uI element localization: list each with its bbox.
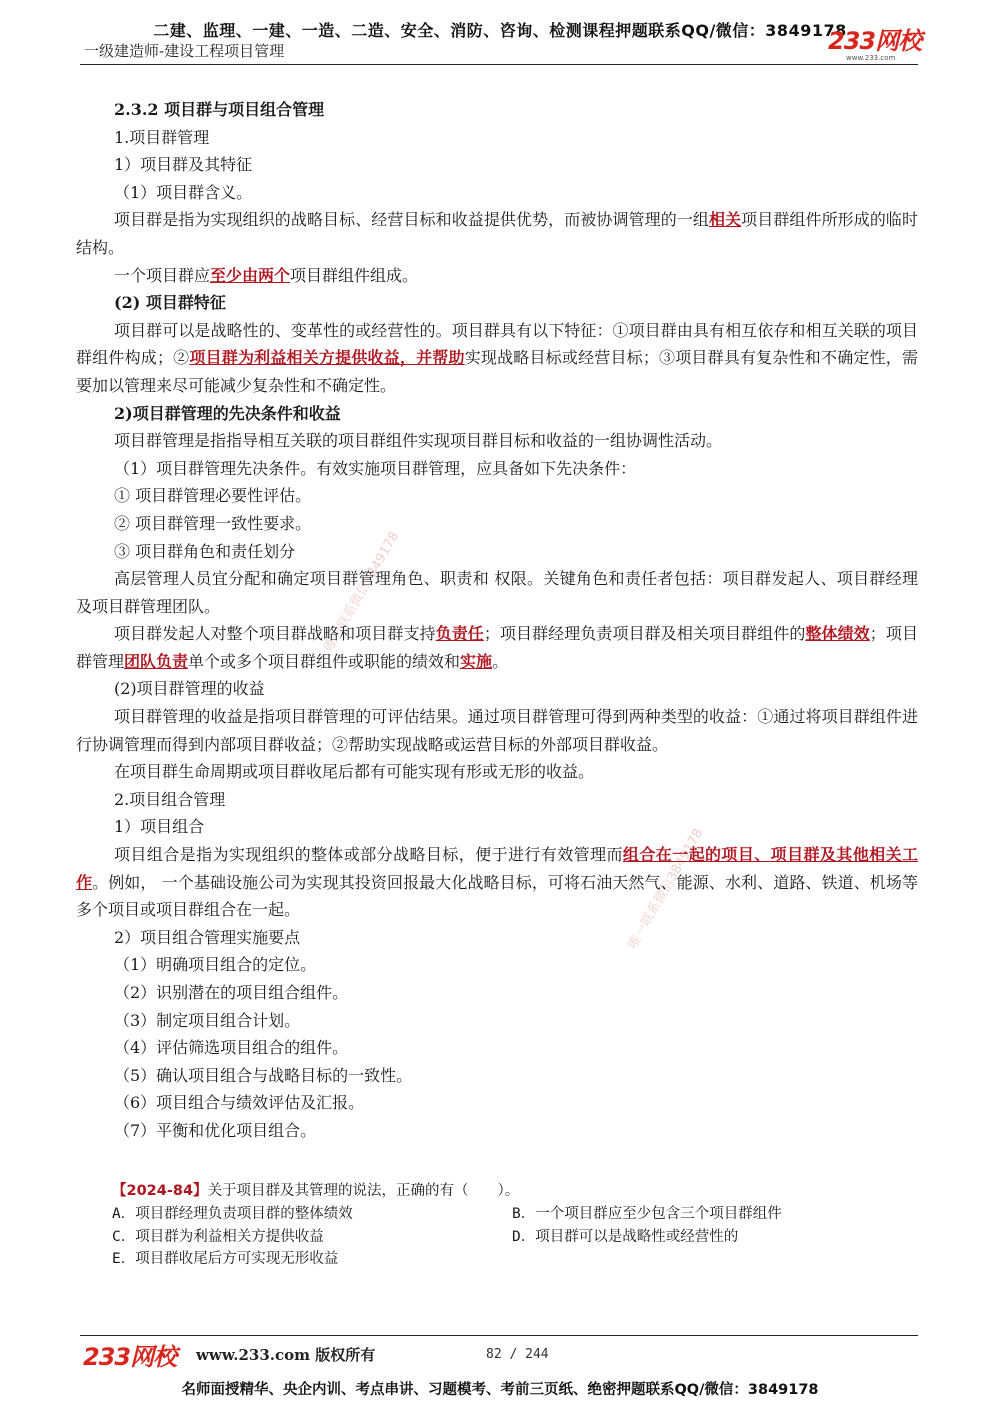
text: ；项目群管理 <box>76 624 918 671</box>
heading: 1.项目群管理 <box>114 127 210 147</box>
highlight-text: 至少由两个 <box>210 265 291 285</box>
text: 一个项目群应 <box>114 265 211 285</box>
subheading: （1）项目群含义。 <box>114 182 253 202</box>
logo-text: 233网校 <box>828 27 922 55</box>
doc-title: 一级建造师-建设工程项目管理 <box>84 42 285 60</box>
options-row <box>112 1203 912 1226</box>
options-row <box>112 1248 912 1271</box>
list-item: ③ 项目群角色和责任划分 <box>114 541 296 561</box>
highlight-text: 实施 <box>460 651 493 671</box>
subheading: 1）项目群及其特征 <box>114 155 253 175</box>
paragraph <box>76 262 918 290</box>
text: 项目群组件所形成的临时结构。 <box>76 210 918 257</box>
list-item: ② 项目群管理一致性要求。 <box>114 513 312 533</box>
heading: 2.项目组合管理 <box>114 789 226 809</box>
highlight-text: 整体绩效 <box>805 624 870 644</box>
footer-logo[interactable]: 233网校 <box>83 1343 177 1371</box>
footer-divider <box>80 1335 918 1336</box>
brand-logo[interactable] <box>828 28 928 62</box>
section-title: 2.3.2 项目群与项目组合管理 <box>114 100 325 119</box>
subheading: 1）项目组合 <box>114 817 205 837</box>
text: 项目群可以是战略性的、变革性的或经营性的。项目群具有以下特征：①项目群由具有相互依存和相互关联的项目群组件构成；② <box>76 320 918 368</box>
footer-promo: 名师面授精华、央企内训、考点串讲、习题模考、考前三页纸、绝密押题联系QQ/微信：3849178 <box>181 1382 819 1398</box>
text: 项目群组件组成。 <box>290 265 419 285</box>
list-item: （6）项目组合与绩效评估及汇报。 <box>114 1093 365 1113</box>
option-d: D．项目群可以是战略性或经营性的 <box>512 1228 739 1245</box>
logo-url: www.233.com <box>846 54 896 62</box>
subheading: （1）项目群管理先决条件。有效实施项目群管理，应具备如下先决条件： <box>114 458 637 478</box>
text: ；项目群经理负责项目群及相关项目群组件的 <box>483 624 806 644</box>
paragraph <box>76 317 918 400</box>
question-tag: 【2024-84】 <box>112 1183 208 1199</box>
highlight-text: 组合在一起的项目、项目群及其他相关工作 <box>76 845 918 892</box>
paragraph: 高层管理人员宜分配和确定项目群管理角色、职责和 权限。关键角色和责任者包括：项目群发起人、项目群经理及项目群管理团队。 <box>76 569 918 616</box>
document-body <box>76 96 918 1145</box>
option-b: B．一个项目群应至少包含三个项目群组件 <box>512 1206 782 1222</box>
paragraph: 项目群管理是指指导相互关联的项目群组件实现项目群目标和收益的一组协调性活动。 <box>114 431 723 451</box>
subheading: (2) 项目群特征 <box>114 293 226 313</box>
exam-question <box>112 1179 912 1271</box>
subheading: (2)项目群管理的收益 <box>114 679 265 699</box>
paragraph: 在项目群生命周期或项目群收尾后都有可能实现有形或无形的收益。 <box>114 762 595 782</box>
option-c: C．项目群为利益相关方提供收益 <box>112 1228 324 1245</box>
text: 实现战略目标或经营目标；③项目群具有复杂性和不确定性，需要加以管理来尽可能减少复杂性和不确定性。 <box>76 348 918 395</box>
text: 。例如， 一个基础设施公司为实现其投资回报最大化战略目标，可将石油天然气、能源、水利、道路、铁道、机场等多个项目或项目群组合在一起。 <box>76 872 918 920</box>
list-item: （1）明确项目组合的定位。 <box>114 955 317 975</box>
question-text: 关于项目群及其管理的说法，正确的有（ ）。 <box>207 1183 520 1199</box>
watermark: 唯一联系微信3849178 <box>625 826 707 952</box>
paragraph <box>76 841 918 924</box>
text: 项目群发起人对整个项目群战略和项目群支持 <box>114 624 436 644</box>
list-item: ① 项目群管理必要性评估。 <box>114 486 312 506</box>
footer-copyright: www.233.com 版权所有 <box>196 1346 376 1364</box>
subheading: 2）项目组合管理实施要点 <box>114 927 301 947</box>
option-e: E．项目群收尾后方可实现无形收益 <box>112 1251 339 1267</box>
paragraph <box>76 620 918 675</box>
options-row <box>112 1226 912 1249</box>
list-item: （7）平衡和优化项目组合。 <box>114 1120 317 1140</box>
list-item: （2）识别潜在的项目组合组件。 <box>114 983 349 1002</box>
text: 项目群是指为实现组织的战略目标、经营目标和收益提供优势，而被协调管理的一组 <box>114 210 709 230</box>
text: 。 <box>492 651 509 671</box>
page-number: 82 / 244 <box>486 1347 549 1362</box>
paragraph: 项目群管理的收益是指项目群管理的可评估结果。通过项目群管理可得到两种类型的收益：①通过将项目群组件进行协调管理而得到内部项目群收益；②帮助实现战略或运营目标的外部项目群收益。 <box>76 707 918 754</box>
paragraph <box>76 206 918 261</box>
header-divider <box>80 64 918 65</box>
watermark: 唯一联系微信3849178 <box>321 529 403 655</box>
text: 单个或多个项目群组件或职能的绩效和 <box>188 651 461 671</box>
highlight-text: 项目群为利益相关方提供收益，并帮助 <box>189 348 465 368</box>
subheading: 2)项目群管理的先决条件和收益 <box>114 403 341 423</box>
list-item: （3）制定项目组合计划。 <box>114 1010 301 1030</box>
list-item: （5）确认项目组合与战略目标的一致性。 <box>114 1065 413 1085</box>
highlight-text: 相关 <box>709 210 742 230</box>
highlight-text: 团队负责 <box>124 651 189 671</box>
highlight-text: 负责任 <box>435 624 484 644</box>
option-a: A．项目群经理负责项目群的整体绩效 <box>112 1206 353 1222</box>
text: 项目组合是指为实现组织的整体或部分战略目标，便于进行有效管理而 <box>114 845 623 865</box>
list-item: （4）评估筛选项目组合的组件。 <box>114 1038 349 1058</box>
header-promo: 二建、监理、一建、一造、二造、安全、消防、咨询、检测课程押题联系QQ/微信：3849178 <box>153 21 847 40</box>
question-line <box>112 1179 912 1203</box>
